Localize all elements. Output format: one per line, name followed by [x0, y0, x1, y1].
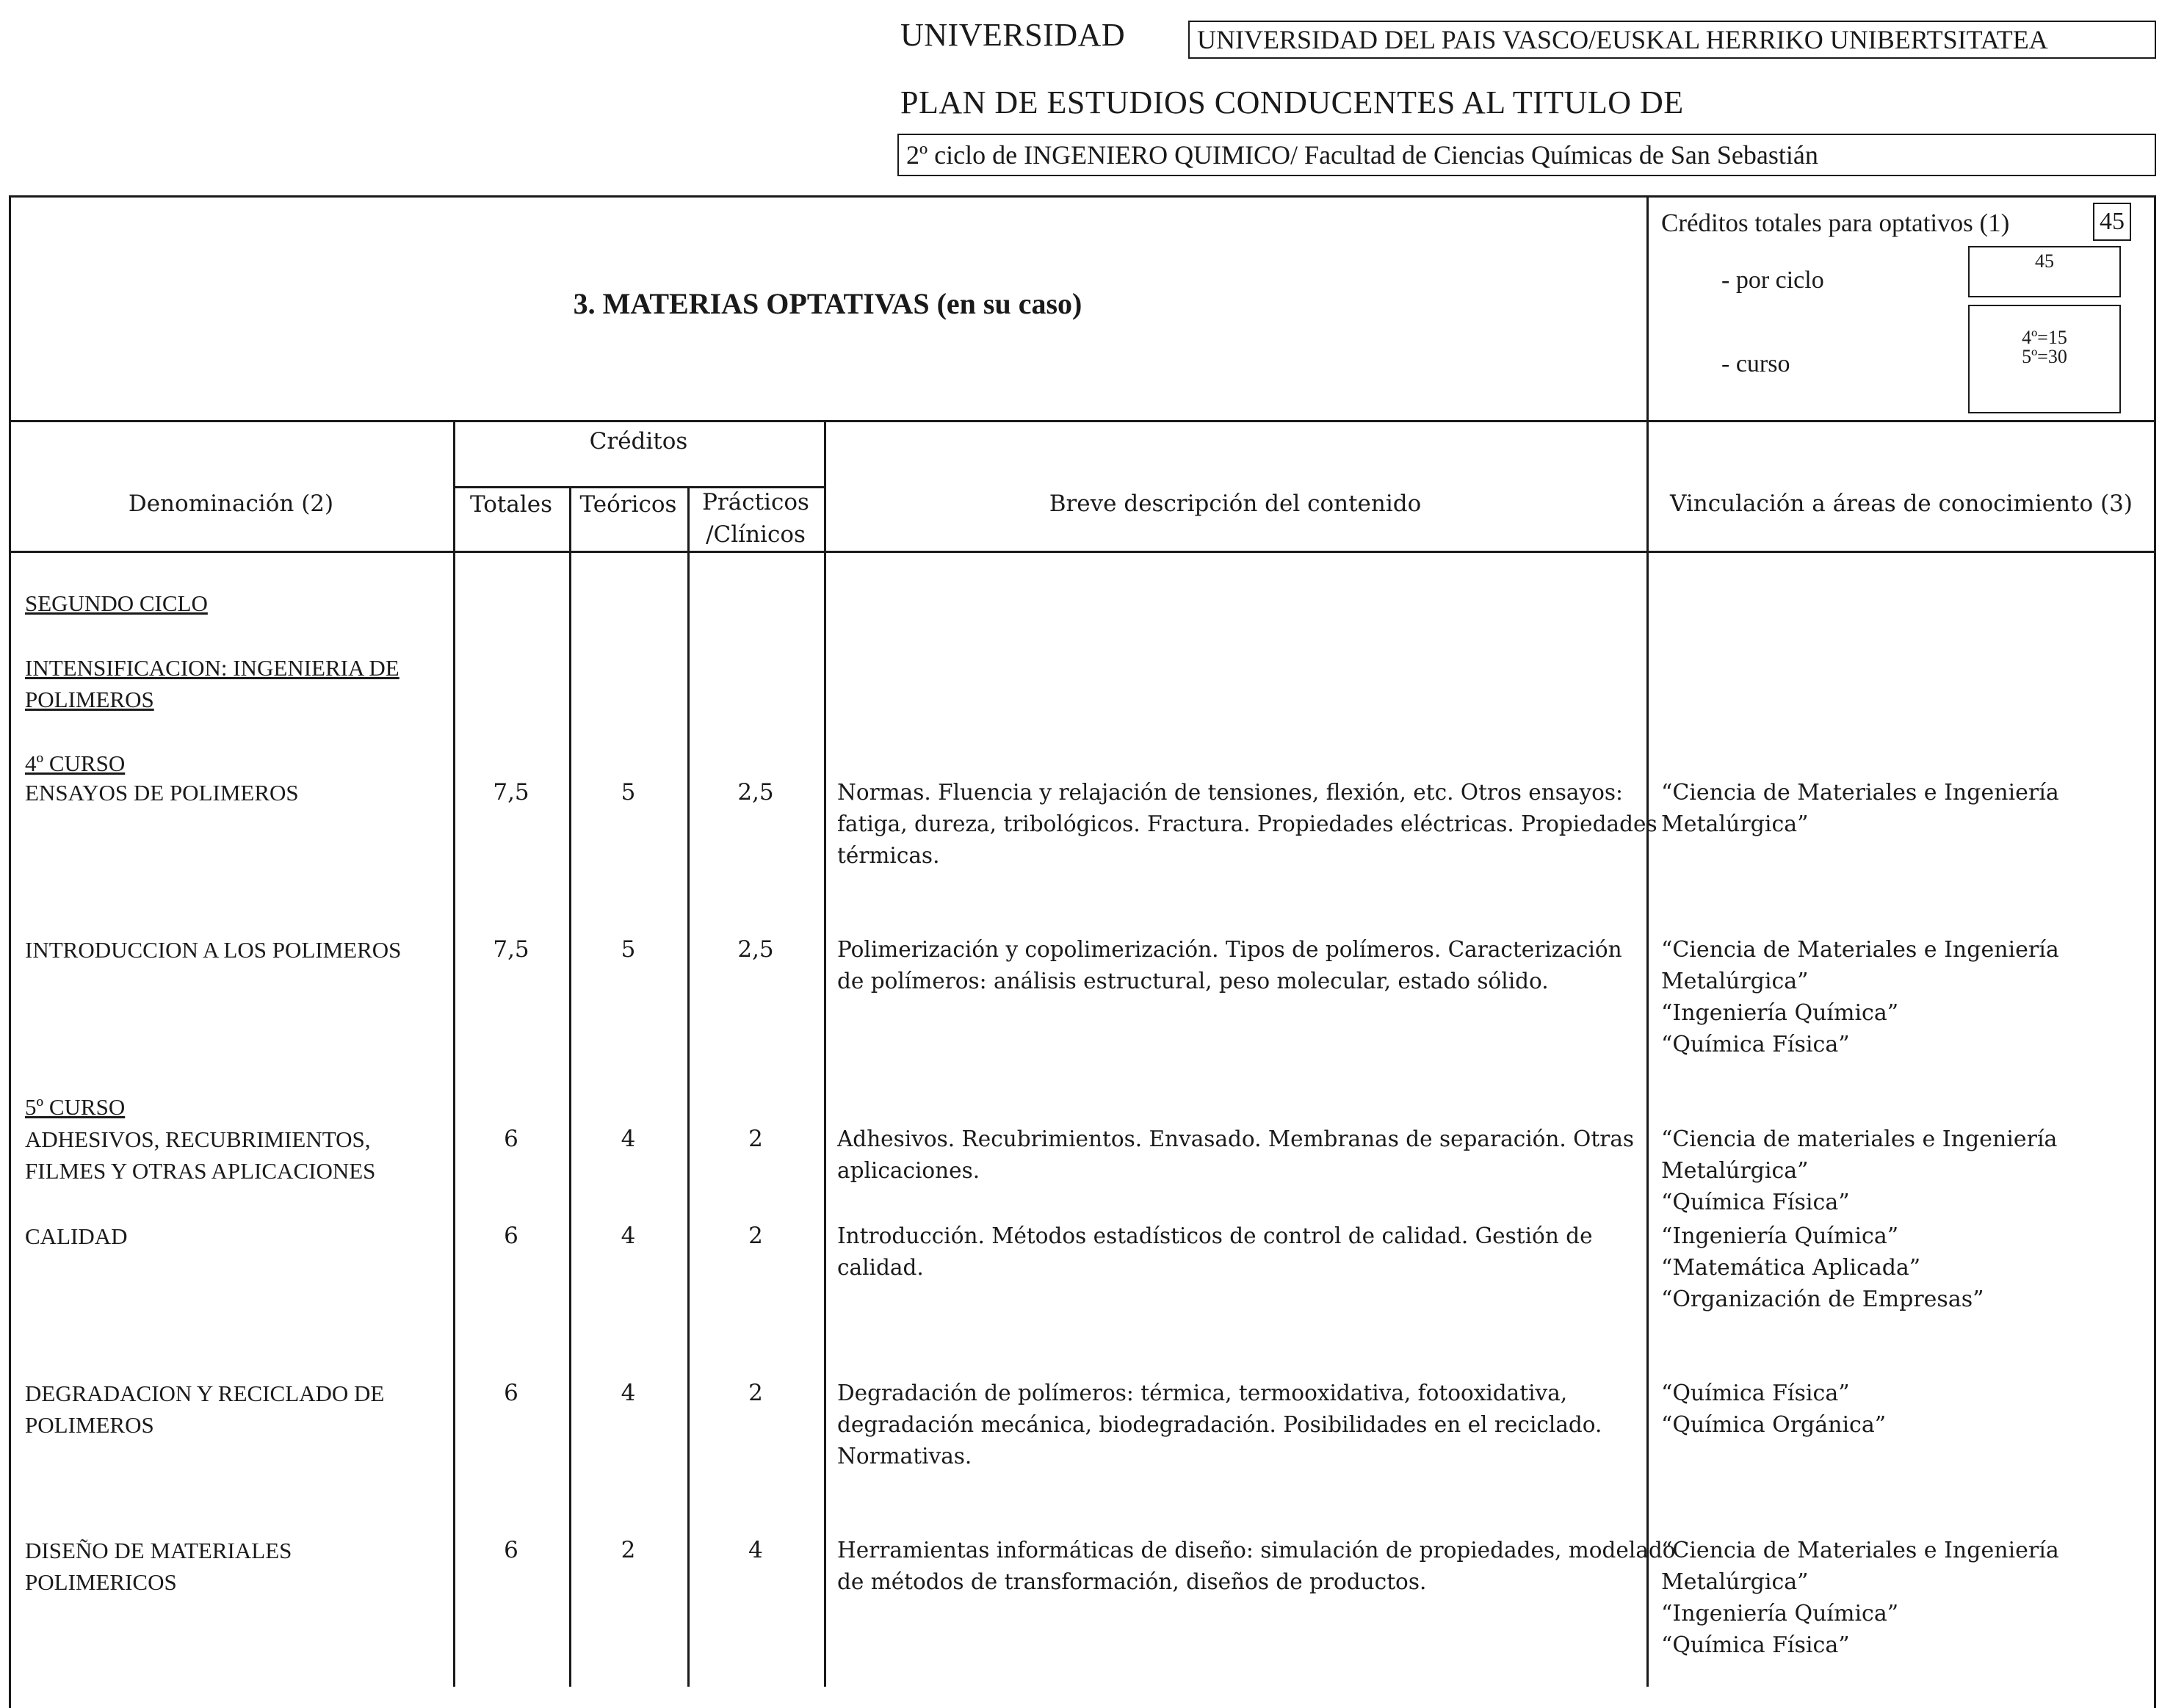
row-denominacion-line: ENSAYOS DE POLIMEROS	[25, 780, 299, 806]
col-header-totales: Totales	[469, 491, 553, 518]
row-vinculacion	[1661, 1535, 2153, 1661]
por-ciclo-box: 45	[1968, 246, 2121, 297]
row-denominacion-line: DEGRADACION Y RECICLADO DE	[25, 1380, 385, 1406]
heading-curso-4: 4º CURSO	[25, 750, 126, 776]
col-header-practicos	[687, 486, 824, 551]
row-descripcion-line: Degradación de polímeros: térmica, termooxidativa, fotooxidativa,	[837, 1380, 1568, 1405]
row-vinculacion	[1661, 934, 2153, 1060]
titulo-field: 2º ciclo de INGENIERO QUIMICO/ Facultad de Ciencias Químicas de San Sebastián	[897, 134, 2156, 176]
row-teoricos: 5	[621, 936, 636, 963]
row-vinculacion-line: Metalúrgica”	[1661, 969, 1809, 994]
row-vinculacion-line: “Química Física”	[1661, 1380, 1850, 1406]
row-denominacion	[25, 934, 444, 966]
row-vinculacion	[1661, 777, 2153, 840]
section-title-suffix: (en su caso)	[936, 287, 1082, 320]
row-descripcion-line: calidad.	[837, 1255, 924, 1280]
row-totales: 7,5	[493, 936, 529, 963]
row-denominacion-line: POLIMERICOS	[25, 1569, 177, 1595]
row-practicos: 2,5	[737, 779, 774, 806]
row-vinculacion-line: “Ciencia de Materiales e Ingeniería	[1661, 780, 2059, 806]
row-vinculacion-line: Metalúrgica”	[1661, 1158, 1809, 1184]
row-teoricos: 2	[621, 1537, 636, 1563]
row-vinculacion	[1661, 1378, 2153, 1441]
row-vinculacion-line: “Organización de Empresas”	[1661, 1287, 1984, 1312]
row-descripcion	[837, 1220, 1641, 1284]
row-vinculacion-line: “Matemática Aplicada”	[1661, 1255, 1921, 1281]
col-divider-creditos-right	[824, 420, 826, 1687]
heading-segundo-ciclo: SEGUNDO CICLO	[25, 590, 208, 616]
row-vinculacion	[1661, 1123, 2153, 1218]
row-descripcion-line: Introducción. Métodos estadísticos de control de calidad. Gestión de	[837, 1223, 1593, 1248]
plan-label: PLAN DE ESTUDIOS CONDUCENTES AL TITULO DE	[900, 84, 1684, 120]
section-title	[9, 286, 1646, 321]
universidad-field: UNIVERSIDAD DEL PAIS VASCO/EUSKAL HERRIKO UNIBERTSITATEA	[1188, 21, 2156, 59]
row-practicos: 2,5	[737, 936, 774, 963]
col-header-descripcion: Breve descripción del contenido	[1049, 491, 1422, 517]
row-practicos: 4	[748, 1537, 763, 1563]
row-descripcion-line: térmicas.	[837, 843, 940, 868]
row-descripcion-line: fatiga, dureza, tribológicos. Fractura. Propiedades eléctricas. Propiedades	[837, 811, 1657, 836]
section-header-divider	[9, 420, 2156, 422]
universidad-label: UNIVERSIDAD	[900, 17, 1126, 53]
col-header-vinculacion: Vinculación a áreas de conocimiento (3)	[1670, 491, 2133, 517]
col-header-practicos-line2: /Clínicos	[706, 521, 806, 548]
row-descripcion	[837, 934, 1641, 997]
row-descripcion-line: Herramientas informáticas de diseño: simulación de propiedades, modelado	[837, 1538, 1676, 1563]
col-divider-teoricos-practicos	[687, 486, 690, 1687]
row-teoricos: 4	[621, 1223, 636, 1249]
row-vinculacion-line: “Química Física”	[1661, 1032, 1850, 1057]
row-denominacion	[25, 1378, 444, 1441]
row-teoricos: 4	[621, 1126, 636, 1152]
row-denominacion	[25, 1220, 444, 1252]
row-vinculacion-line: “Ciencia de Materiales e Ingeniería	[1661, 937, 2059, 963]
row-vinculacion-line: “Ingeniería Química”	[1661, 1601, 1899, 1626]
row-vinculacion-line: “Química Orgánica”	[1661, 1412, 1887, 1438]
section-title-main: 3. MATERIAS OPTATIVAS	[573, 287, 930, 320]
row-practicos: 2	[748, 1223, 763, 1249]
row-descripcion	[837, 777, 1657, 872]
row-vinculacion-line: “Química Física”	[1661, 1632, 1850, 1658]
creditos-totales-box: 45	[2093, 203, 2131, 241]
row-totales: 6	[504, 1223, 518, 1249]
row-totales: 6	[504, 1380, 518, 1406]
col-header-teoricos: Teóricos	[579, 491, 677, 518]
col-divider-creditos-left	[453, 420, 455, 1687]
row-denominacion	[25, 777, 444, 808]
row-denominacion	[25, 1535, 444, 1598]
row-descripcion-line: de métodos de transformación, diseños de productos.	[837, 1569, 1427, 1594]
row-denominacion-line: DISEÑO DE MATERIALES	[25, 1538, 292, 1563]
row-descripcion	[837, 1123, 1641, 1187]
row-descripcion-line: aplicaciones.	[837, 1158, 980, 1183]
row-vinculacion-line: Metalúrgica”	[1661, 1569, 1809, 1595]
row-descripcion-line: Normas. Fluencia y relajación de tensiones, flexión, etc. Otros ensayos:	[837, 780, 1623, 805]
row-totales: 6	[504, 1126, 518, 1152]
row-vinculacion-line: Metalúrgica”	[1661, 811, 1809, 837]
row-descripcion	[837, 1378, 1641, 1472]
curso-value-4: 4º=15	[2022, 327, 2067, 348]
row-descripcion-line: degradación mecánica, biodegradación. Posibilidades en el reciclado.	[837, 1412, 1602, 1437]
col-header-creditos: Créditos	[589, 428, 688, 455]
row-denominacion-line: POLIMEROS	[25, 1412, 154, 1438]
row-descripcion	[837, 1535, 1676, 1598]
row-teoricos: 5	[621, 779, 636, 806]
curso-label: - curso	[1721, 350, 1790, 377]
row-denominacion	[25, 1123, 444, 1187]
heading-intensificacion-line1: INTENSIFICACION: INGENIERIA DE	[25, 655, 400, 681]
row-denominacion-line: CALIDAD	[25, 1223, 128, 1249]
row-descripcion-line: Adhesivos. Recubrimientos. Envasado. Membranas de separación. Otras	[837, 1126, 1635, 1151]
row-denominacion-line: ADHESIVOS, RECUBRIMIENTOS,	[25, 1126, 371, 1152]
heading-intensificacion	[25, 652, 400, 715]
heading-intensificacion-line2: POLIMEROS	[25, 687, 154, 712]
curso-value-5: 5º=30	[2022, 346, 2067, 367]
col-divider-totales-teoricos	[569, 486, 571, 1687]
row-vinculacion-line: “Ciencia de Materiales e Ingeniería	[1661, 1538, 2059, 1563]
row-totales: 6	[504, 1537, 518, 1563]
col-header-practicos-line1: Prácticos	[702, 489, 809, 515]
col-divider-vinculacion	[1646, 195, 1649, 1687]
row-denominacion-line: INTRODUCCION A LOS POLIMEROS	[25, 937, 402, 963]
row-descripcion-line: Normativas.	[837, 1444, 972, 1469]
row-practicos: 2	[748, 1126, 763, 1152]
creditos-totales-label: Créditos totales para optativos (1)	[1661, 209, 2010, 237]
row-vinculacion-line: “Ingeniería Química”	[1661, 1223, 1899, 1249]
row-descripcion-line: Polimerización y copolimerización. Tipos de polímeros. Caracterización	[837, 937, 1622, 962]
por-ciclo-label: - por ciclo	[1721, 267, 1824, 294]
row-teoricos: 4	[621, 1380, 636, 1406]
row-descripcion-line: de polímeros: análisis estructural, peso molecular, estado sólido.	[837, 969, 1549, 994]
row-vinculacion-line: “Ingeniería Química”	[1661, 1000, 1899, 1026]
row-practicos: 2	[748, 1380, 763, 1406]
column-header-divider	[9, 551, 2156, 553]
col-header-denominacion: Denominación (2)	[128, 491, 334, 517]
row-denominacion-line: FILMES Y OTRAS APLICACIONES	[25, 1158, 376, 1184]
row-vinculacion-line: “Ciencia de materiales e Ingeniería	[1661, 1126, 2058, 1152]
row-totales: 7,5	[493, 779, 529, 806]
row-vinculacion	[1661, 1220, 2153, 1315]
row-vinculacion-line: “Química Física”	[1661, 1190, 1850, 1215]
heading-curso-5: 5º CURSO	[25, 1094, 126, 1120]
curso-box	[1968, 305, 2121, 413]
